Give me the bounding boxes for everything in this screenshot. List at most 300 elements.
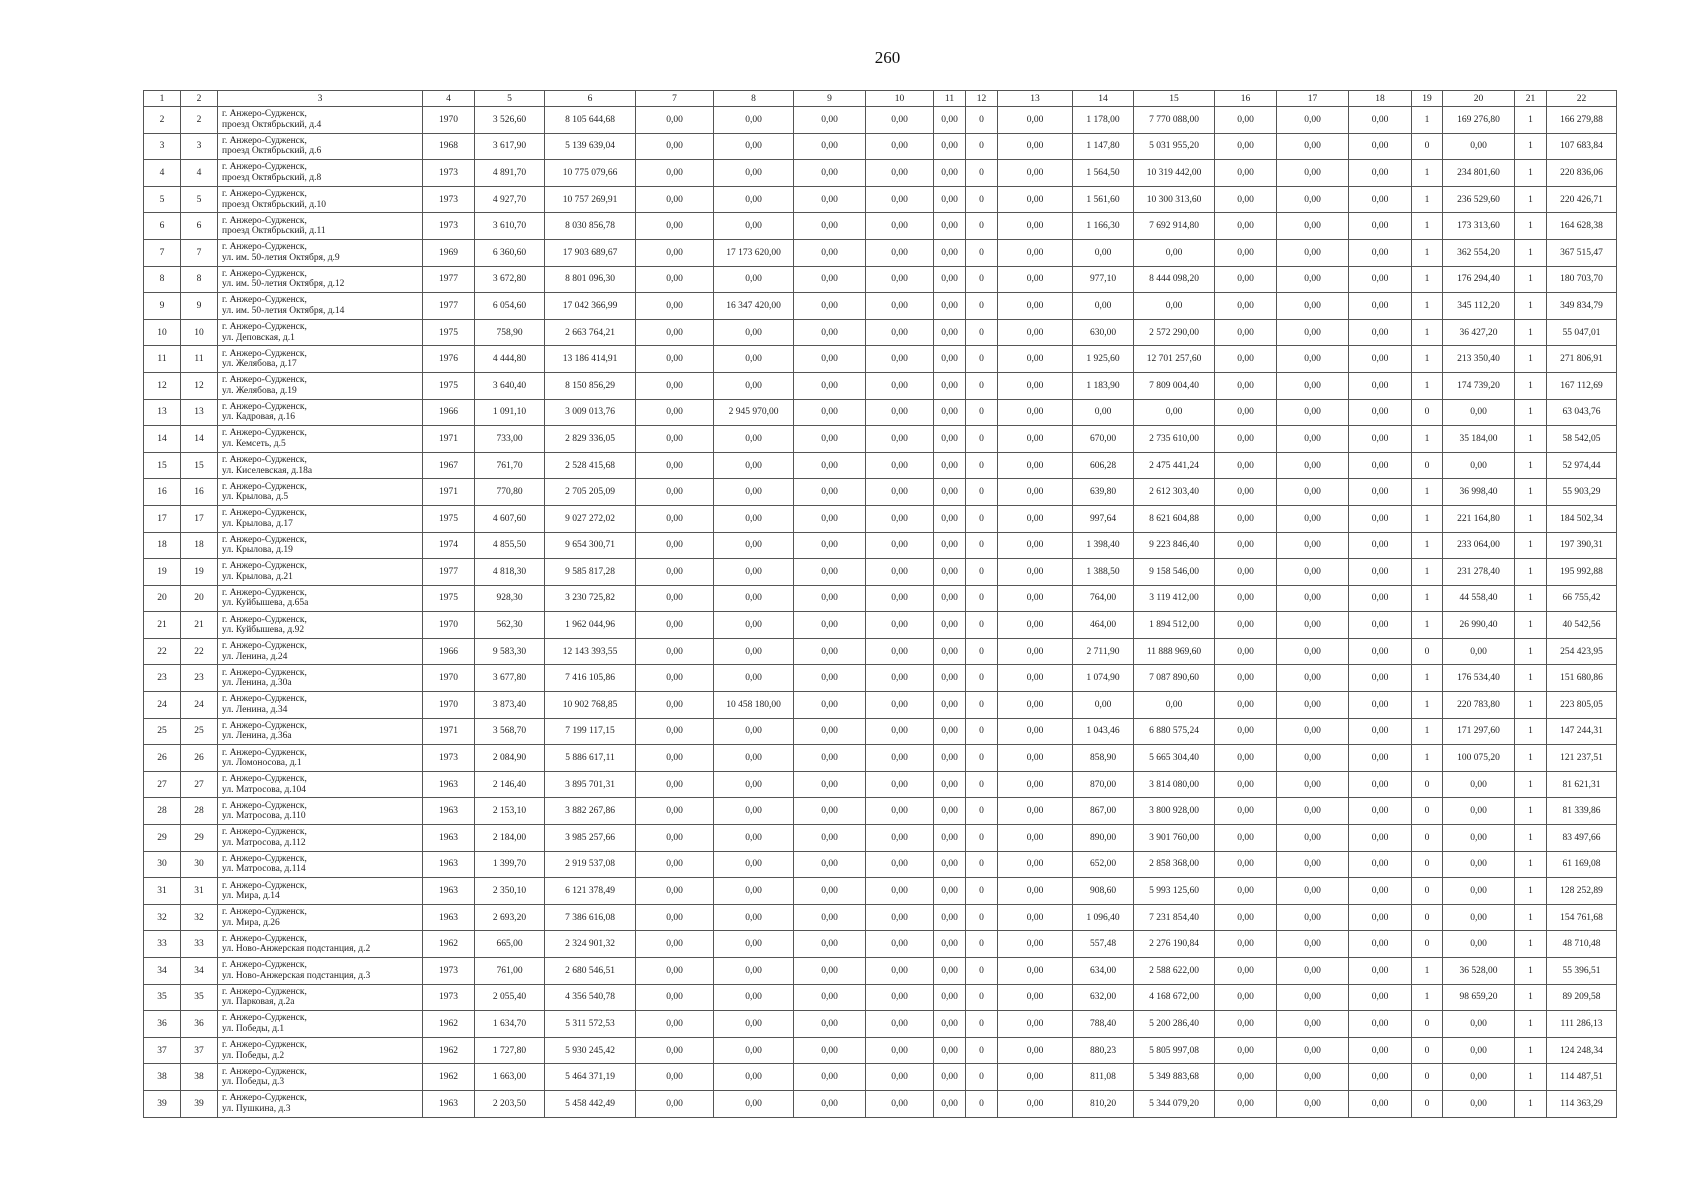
- cell-col-6: 3 895 701,31: [545, 771, 636, 798]
- cell-col-21: 1: [1515, 479, 1547, 506]
- cell-col-13: 0,00: [998, 585, 1073, 612]
- cell-col-1: 6: [144, 213, 181, 240]
- cell-col-6: 5 311 572,53: [545, 1011, 636, 1038]
- cell-col-10: 0,00: [866, 399, 934, 426]
- cell-col-13: 0,00: [998, 904, 1073, 931]
- cell-col-18: 0,00: [1349, 532, 1412, 559]
- address-line: г. Анжеро-Судженск,: [222, 907, 307, 918]
- cell-col-1: 29: [144, 825, 181, 852]
- cell-col-9: 0,00: [794, 160, 866, 187]
- address-cell: [218, 293, 423, 320]
- cell-col-19: 1: [1412, 266, 1443, 293]
- cell-col-14: 557,48: [1073, 931, 1134, 958]
- cell-col-12: 0: [966, 319, 998, 346]
- column-header-14: 14: [1073, 91, 1134, 107]
- address-line: ул. Ново-Анжерская подстанция, д.3: [222, 970, 371, 981]
- cell-col-14: 639,80: [1073, 479, 1134, 506]
- cell-col-11: 0,00: [934, 239, 966, 266]
- cell-col-6: 2 705 205,09: [545, 479, 636, 506]
- address-line: г. Анжеро-Судженск,: [222, 481, 307, 492]
- column-header-13: 13: [998, 91, 1073, 107]
- cell-col-11: 0,00: [934, 559, 966, 586]
- cell-col-18: 0,00: [1349, 1011, 1412, 1038]
- cell-col-20: 36 528,00: [1443, 958, 1515, 985]
- cell-col-6: 1 962 044,96: [545, 612, 636, 639]
- cell-col-8: 0,00: [714, 266, 794, 293]
- address-line: г. Анжеро-Судженск,: [222, 268, 307, 279]
- address-cell: [218, 825, 423, 852]
- address-line: г. Анжеро-Судженск,: [222, 933, 307, 944]
- cell-col-22: 107 683,84: [1547, 133, 1617, 160]
- cell-col-10: 0,00: [866, 1037, 934, 1064]
- cell-col-14: 870,00: [1073, 771, 1134, 798]
- cell-col-16: 0,00: [1215, 984, 1277, 1011]
- cell-col-20: 0,00: [1443, 1037, 1515, 1064]
- address-cell: [218, 904, 423, 931]
- cell-col-10: 0,00: [866, 771, 934, 798]
- cell-col-17: 0,00: [1277, 372, 1349, 399]
- cell-col-4: 1962: [423, 1037, 475, 1064]
- cell-col-21: 1: [1515, 372, 1547, 399]
- cell-col-2: 36: [181, 1011, 218, 1038]
- cell-col-7: 0,00: [636, 771, 714, 798]
- cell-col-12: 0: [966, 426, 998, 453]
- cell-col-22: 220 836,06: [1547, 160, 1617, 187]
- cell-col-1: 37: [144, 1037, 181, 1064]
- cell-col-16: 0,00: [1215, 133, 1277, 160]
- cell-col-21: 1: [1515, 319, 1547, 346]
- cell-col-2: 30: [181, 851, 218, 878]
- cell-col-6: 4 356 540,78: [545, 984, 636, 1011]
- cell-col-10: 0,00: [866, 1011, 934, 1038]
- cell-col-10: 0,00: [866, 1090, 934, 1117]
- cell-col-19: 0: [1412, 1037, 1443, 1064]
- address-line: ул. им. 50-летия Октября, д.9: [222, 252, 340, 263]
- cell-col-16: 0,00: [1215, 851, 1277, 878]
- cell-col-8: 0,00: [714, 1064, 794, 1091]
- address-line: ул. Ленина, д.30а: [222, 678, 292, 689]
- cell-col-17: 0,00: [1277, 239, 1349, 266]
- cell-col-8: 0,00: [714, 160, 794, 187]
- cell-col-22: 147 244,31: [1547, 718, 1617, 745]
- cell-col-14: 977,10: [1073, 266, 1134, 293]
- cell-col-10: 0,00: [866, 346, 934, 373]
- cell-col-4: 1970: [423, 612, 475, 639]
- address-cell: [218, 1090, 423, 1117]
- cell-col-18: 0,00: [1349, 745, 1412, 772]
- cell-col-14: 858,90: [1073, 745, 1134, 772]
- address-line: г. Анжеро-Судженск,: [222, 215, 307, 226]
- cell-col-2: 21: [181, 612, 218, 639]
- cell-col-10: 0,00: [866, 638, 934, 665]
- cell-col-10: 0,00: [866, 107, 934, 134]
- cell-col-5: 2 153,10: [475, 798, 545, 825]
- cell-col-16: 0,00: [1215, 107, 1277, 134]
- cell-col-5: 665,00: [475, 931, 545, 958]
- cell-col-5: 2 693,20: [475, 904, 545, 931]
- table-row: [144, 612, 1617, 639]
- cell-col-6: 9 585 817,28: [545, 559, 636, 586]
- cell-col-22: 154 761,68: [1547, 904, 1617, 931]
- cell-col-7: 0,00: [636, 612, 714, 639]
- address-cell: [218, 612, 423, 639]
- cell-col-6: 3 009 013,76: [545, 399, 636, 426]
- cell-col-6: 2 663 764,21: [545, 319, 636, 346]
- cell-col-1: 31: [144, 878, 181, 905]
- cell-col-20: 169 276,80: [1443, 107, 1515, 134]
- cell-col-15: 1 894 512,00: [1134, 612, 1215, 639]
- cell-col-5: 9 583,30: [475, 638, 545, 665]
- column-header-21: 21: [1515, 91, 1547, 107]
- cell-col-2: 2: [181, 107, 218, 134]
- address-line: г. Анжеро-Судженск,: [222, 455, 307, 466]
- cell-col-4: 1977: [423, 266, 475, 293]
- cell-col-19: 0: [1412, 1064, 1443, 1091]
- cell-col-15: 0,00: [1134, 399, 1215, 426]
- table-row: [144, 133, 1617, 160]
- cell-col-13: 0,00: [998, 878, 1073, 905]
- cell-col-2: 6: [181, 213, 218, 240]
- cell-col-14: 1 096,40: [1073, 904, 1134, 931]
- column-header-17: 17: [1277, 91, 1349, 107]
- cell-col-9: 0,00: [794, 239, 866, 266]
- address-line: ул. Крылова, д.21: [222, 571, 293, 582]
- cell-col-2: 25: [181, 718, 218, 745]
- cell-col-1: 27: [144, 771, 181, 798]
- cell-col-8: 0,00: [714, 585, 794, 612]
- cell-col-9: 0,00: [794, 612, 866, 639]
- cell-col-6: 17 042 366,99: [545, 293, 636, 320]
- cell-col-9: 0,00: [794, 798, 866, 825]
- cell-col-6: 3 985 257,66: [545, 825, 636, 852]
- address-cell: [218, 505, 423, 532]
- address-line: г. Анжеро-Судженск,: [222, 747, 307, 758]
- cell-col-6: 2 528 415,68: [545, 452, 636, 479]
- cell-col-2: 9: [181, 293, 218, 320]
- cell-col-21: 1: [1515, 1090, 1547, 1117]
- cell-col-4: 1971: [423, 718, 475, 745]
- cell-col-10: 0,00: [866, 798, 934, 825]
- cell-col-7: 0,00: [636, 293, 714, 320]
- cell-col-5: 6 054,60: [475, 293, 545, 320]
- cell-col-7: 0,00: [636, 798, 714, 825]
- cell-col-20: 234 801,60: [1443, 160, 1515, 187]
- cell-col-11: 0,00: [934, 1064, 966, 1091]
- address-cell: [218, 479, 423, 506]
- cell-col-12: 0: [966, 532, 998, 559]
- cell-col-9: 0,00: [794, 1011, 866, 1038]
- cell-col-15: 7 087 890,60: [1134, 665, 1215, 692]
- cell-col-10: 0,00: [866, 266, 934, 293]
- cell-col-16: 0,00: [1215, 612, 1277, 639]
- cell-col-16: 0,00: [1215, 585, 1277, 612]
- table-row: [144, 665, 1617, 692]
- cell-col-6: 2 829 336,05: [545, 426, 636, 453]
- cell-col-2: 12: [181, 372, 218, 399]
- cell-col-20: 36 427,20: [1443, 319, 1515, 346]
- cell-col-22: 167 112,69: [1547, 372, 1617, 399]
- cell-col-13: 0,00: [998, 532, 1073, 559]
- cell-col-2: 4: [181, 160, 218, 187]
- cell-col-13: 0,00: [998, 771, 1073, 798]
- table-row: [144, 984, 1617, 1011]
- cell-col-1: 33: [144, 931, 181, 958]
- cell-col-14: 1 178,00: [1073, 107, 1134, 134]
- address-cell: [218, 426, 423, 453]
- cell-col-16: 0,00: [1215, 931, 1277, 958]
- cell-col-2: 10: [181, 319, 218, 346]
- cell-col-4: 1977: [423, 559, 475, 586]
- cell-col-21: 1: [1515, 718, 1547, 745]
- cell-col-10: 0,00: [866, 851, 934, 878]
- cell-col-17: 0,00: [1277, 266, 1349, 293]
- cell-col-16: 0,00: [1215, 1090, 1277, 1117]
- cell-col-16: 0,00: [1215, 798, 1277, 825]
- cell-col-6: 9 654 300,71: [545, 532, 636, 559]
- cell-col-9: 0,00: [794, 293, 866, 320]
- cell-col-10: 0,00: [866, 505, 934, 532]
- cell-col-6: 6 121 378,49: [545, 878, 636, 905]
- cell-col-5: 4 855,50: [475, 532, 545, 559]
- cell-col-20: 98 659,20: [1443, 984, 1515, 1011]
- cell-col-18: 0,00: [1349, 293, 1412, 320]
- cell-col-22: 197 390,31: [1547, 532, 1617, 559]
- cell-col-17: 0,00: [1277, 399, 1349, 426]
- cell-col-22: 83 497,66: [1547, 825, 1617, 852]
- table-row: [144, 213, 1617, 240]
- cell-col-20: 0,00: [1443, 133, 1515, 160]
- table-row: [144, 186, 1617, 213]
- cell-col-5: 3 526,60: [475, 107, 545, 134]
- cell-col-19: 1: [1412, 293, 1443, 320]
- cell-col-21: 1: [1515, 213, 1547, 240]
- cell-col-22: 58 542,05: [1547, 426, 1617, 453]
- cell-col-14: 997,64: [1073, 505, 1134, 532]
- cell-col-5: 1 091,10: [475, 399, 545, 426]
- table-row: [144, 718, 1617, 745]
- cell-col-19: 0: [1412, 878, 1443, 905]
- cell-col-20: 362 554,20: [1443, 239, 1515, 266]
- table-row: [144, 798, 1617, 825]
- cell-col-18: 0,00: [1349, 851, 1412, 878]
- register-table: [143, 90, 1617, 1118]
- cell-col-6: 3 230 725,82: [545, 585, 636, 612]
- cell-col-18: 0,00: [1349, 1037, 1412, 1064]
- cell-col-16: 0,00: [1215, 239, 1277, 266]
- table-row: [144, 825, 1617, 852]
- cell-col-14: 0,00: [1073, 692, 1134, 719]
- cell-col-12: 0: [966, 399, 998, 426]
- cell-col-10: 0,00: [866, 745, 934, 772]
- column-header-11: 11: [934, 91, 966, 107]
- cell-col-13: 0,00: [998, 851, 1073, 878]
- column-number-header: [144, 91, 1617, 107]
- cell-col-9: 0,00: [794, 931, 866, 958]
- cell-col-12: 0: [966, 346, 998, 373]
- column-header-12: 12: [966, 91, 998, 107]
- address-cell: [218, 133, 423, 160]
- address-cell: [218, 984, 423, 1011]
- cell-col-21: 1: [1515, 346, 1547, 373]
- cell-col-14: 788,40: [1073, 1011, 1134, 1038]
- cell-col-19: 1: [1412, 346, 1443, 373]
- cell-col-16: 0,00: [1215, 372, 1277, 399]
- cell-col-16: 0,00: [1215, 399, 1277, 426]
- cell-col-17: 0,00: [1277, 1064, 1349, 1091]
- cell-col-17: 0,00: [1277, 346, 1349, 373]
- cell-col-4: 1975: [423, 319, 475, 346]
- cell-col-1: 24: [144, 692, 181, 719]
- address-line: ул. Крылова, д.5: [222, 492, 289, 503]
- cell-col-11: 0,00: [934, 771, 966, 798]
- cell-col-20: 0,00: [1443, 638, 1515, 665]
- address-line: г. Анжеро-Судженск,: [222, 641, 307, 652]
- cell-col-20: 171 297,60: [1443, 718, 1515, 745]
- cell-col-19: 1: [1412, 718, 1443, 745]
- cell-col-19: 1: [1412, 186, 1443, 213]
- cell-col-18: 0,00: [1349, 612, 1412, 639]
- cell-col-8: 0,00: [714, 745, 794, 772]
- cell-col-9: 0,00: [794, 532, 866, 559]
- address-cell: [218, 692, 423, 719]
- cell-col-21: 1: [1515, 426, 1547, 453]
- cell-col-10: 0,00: [866, 426, 934, 453]
- cell-col-19: 1: [1412, 559, 1443, 586]
- cell-col-19: 1: [1412, 213, 1443, 240]
- cell-col-13: 0,00: [998, 638, 1073, 665]
- cell-col-15: 11 888 969,60: [1134, 638, 1215, 665]
- cell-col-10: 0,00: [866, 479, 934, 506]
- cell-col-5: 733,00: [475, 426, 545, 453]
- cell-col-19: 1: [1412, 585, 1443, 612]
- cell-col-7: 0,00: [636, 452, 714, 479]
- cell-col-8: 0,00: [714, 1090, 794, 1117]
- address-cell: [218, 266, 423, 293]
- table-row: [144, 559, 1617, 586]
- cell-col-7: 0,00: [636, 745, 714, 772]
- cell-col-12: 0: [966, 984, 998, 1011]
- cell-col-10: 0,00: [866, 931, 934, 958]
- cell-col-9: 0,00: [794, 745, 866, 772]
- cell-col-12: 0: [966, 638, 998, 665]
- column-header-6: 6: [545, 91, 636, 107]
- address-line: ул. им. 50-летия Октября, д.12: [222, 279, 345, 290]
- cell-col-1: 23: [144, 665, 181, 692]
- cell-col-20: 44 558,40: [1443, 585, 1515, 612]
- cell-col-4: 1970: [423, 107, 475, 134]
- cell-col-8: 0,00: [714, 133, 794, 160]
- cell-col-15: 2 858 368,00: [1134, 851, 1215, 878]
- cell-col-2: 35: [181, 984, 218, 1011]
- cell-col-16: 0,00: [1215, 771, 1277, 798]
- table-row: [144, 638, 1617, 665]
- cell-col-17: 0,00: [1277, 692, 1349, 719]
- cell-col-16: 0,00: [1215, 186, 1277, 213]
- cell-col-9: 0,00: [794, 133, 866, 160]
- cell-col-21: 1: [1515, 771, 1547, 798]
- cell-col-15: 5 349 883,68: [1134, 1064, 1215, 1091]
- cell-col-7: 0,00: [636, 984, 714, 1011]
- cell-col-1: 30: [144, 851, 181, 878]
- cell-col-9: 0,00: [794, 372, 866, 399]
- cell-col-13: 0,00: [998, 293, 1073, 320]
- cell-col-1: 15: [144, 452, 181, 479]
- cell-col-6: 5 139 639,04: [545, 133, 636, 160]
- cell-col-9: 0,00: [794, 319, 866, 346]
- cell-col-2: 29: [181, 825, 218, 852]
- cell-col-22: 114 363,29: [1547, 1090, 1617, 1117]
- cell-col-15: 6 880 575,24: [1134, 718, 1215, 745]
- cell-col-8: 0,00: [714, 878, 794, 905]
- address-cell: [218, 878, 423, 905]
- cell-col-13: 0,00: [998, 825, 1073, 852]
- cell-col-5: 4 891,70: [475, 160, 545, 187]
- cell-col-11: 0,00: [934, 505, 966, 532]
- cell-col-18: 0,00: [1349, 479, 1412, 506]
- cell-col-14: 606,28: [1073, 452, 1134, 479]
- cell-col-15: 5 344 079,20: [1134, 1090, 1215, 1117]
- address-line: ул. Матросова, д.104: [222, 784, 306, 795]
- cell-col-15: 10 319 442,00: [1134, 160, 1215, 187]
- cell-col-10: 0,00: [866, 984, 934, 1011]
- cell-col-9: 0,00: [794, 186, 866, 213]
- cell-col-21: 1: [1515, 505, 1547, 532]
- address-cell: [218, 186, 423, 213]
- address-cell: [218, 1064, 423, 1091]
- cell-col-18: 0,00: [1349, 239, 1412, 266]
- cell-col-2: 8: [181, 266, 218, 293]
- address-line: г. Анжеро-Судженск,: [222, 1093, 307, 1104]
- cell-col-1: 32: [144, 904, 181, 931]
- address-line: ул. Крылова, д.17: [222, 518, 293, 529]
- cell-col-8: 0,00: [714, 904, 794, 931]
- cell-col-12: 0: [966, 559, 998, 586]
- cell-col-16: 0,00: [1215, 266, 1277, 293]
- cell-col-4: 1974: [423, 532, 475, 559]
- address-line: ул. Куйбышева, д.92: [222, 625, 305, 636]
- cell-col-20: 236 529,60: [1443, 186, 1515, 213]
- cell-col-17: 0,00: [1277, 638, 1349, 665]
- cell-col-14: 764,00: [1073, 585, 1134, 612]
- cell-col-13: 0,00: [998, 505, 1073, 532]
- cell-col-6: 5 930 245,42: [545, 1037, 636, 1064]
- cell-col-10: 0,00: [866, 692, 934, 719]
- cell-col-16: 0,00: [1215, 559, 1277, 586]
- cell-col-18: 0,00: [1349, 958, 1412, 985]
- address-cell: [218, 213, 423, 240]
- address-cell: [218, 585, 423, 612]
- cell-col-2: 27: [181, 771, 218, 798]
- cell-col-13: 0,00: [998, 107, 1073, 134]
- cell-col-7: 0,00: [636, 718, 714, 745]
- cell-col-16: 0,00: [1215, 479, 1277, 506]
- cell-col-5: 3 610,70: [475, 213, 545, 240]
- cell-col-1: 35: [144, 984, 181, 1011]
- address-line: г. Анжеро-Судженск,: [222, 880, 307, 891]
- cell-col-13: 0,00: [998, 346, 1073, 373]
- cell-col-14: 1 925,60: [1073, 346, 1134, 373]
- address-line: ул. Ленина, д.24: [222, 651, 288, 662]
- address-line: г. Анжеро-Судженск,: [222, 587, 307, 598]
- cell-col-7: 0,00: [636, 931, 714, 958]
- table-row: [144, 293, 1617, 320]
- cell-col-10: 0,00: [866, 532, 934, 559]
- cell-col-16: 0,00: [1215, 745, 1277, 772]
- cell-col-13: 0,00: [998, 1064, 1073, 1091]
- cell-col-4: 1975: [423, 372, 475, 399]
- cell-col-7: 0,00: [636, 585, 714, 612]
- address-cell: [218, 372, 423, 399]
